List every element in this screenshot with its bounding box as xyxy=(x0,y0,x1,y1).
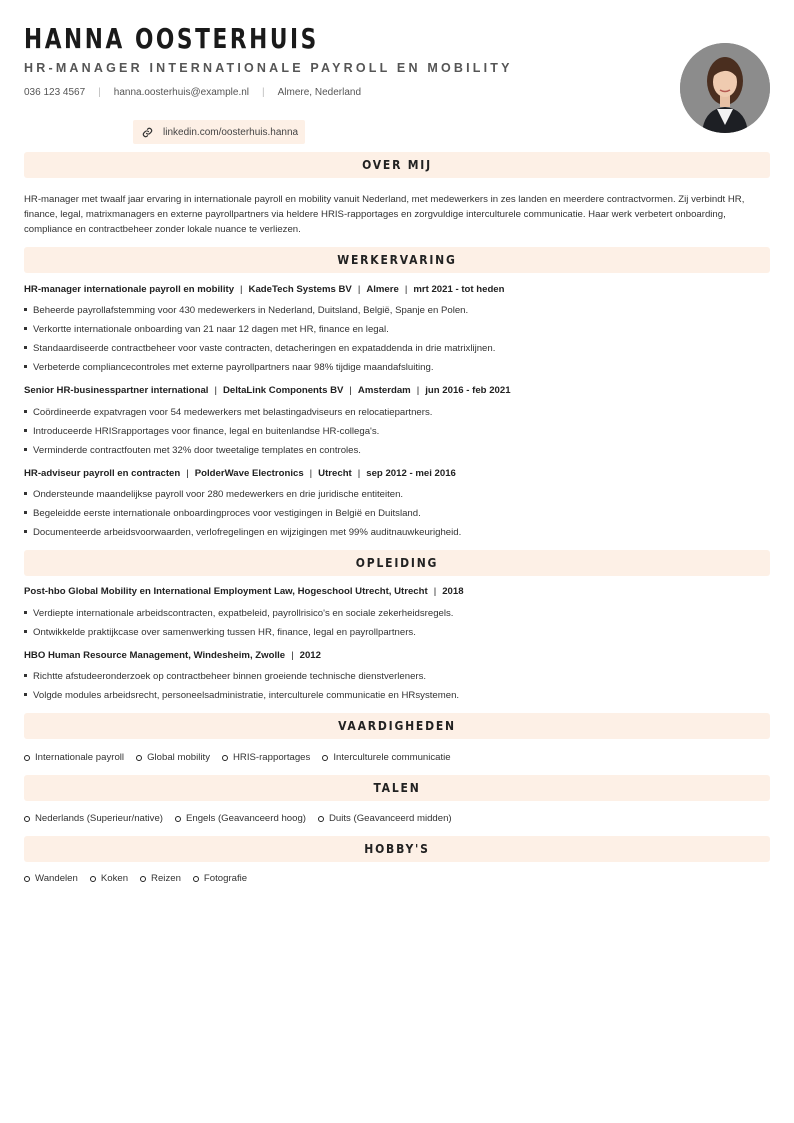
profile-photo xyxy=(680,43,770,133)
hobby-item: Koken xyxy=(90,873,128,884)
job-heading: HR-adviseur payroll en contracten | PolderWave Electronics | Utrecht | sep 2012 - mei 2016 xyxy=(24,468,456,479)
job-period: jun 2016 - feb 2021 xyxy=(425,385,511,396)
hobby-item: Wandelen xyxy=(24,873,78,884)
skills-list xyxy=(24,752,463,763)
section-title: OPLEIDING xyxy=(355,556,439,570)
linkedin-text: linkedin.com/oosterhuis.hanna xyxy=(163,126,299,138)
section-title: HOBBY'S xyxy=(364,842,430,856)
education-bullet: Ontwikkelde praktijkcase over samenwerking tussen HR, finance, legal en payrollpartners. xyxy=(24,627,416,638)
section-title: TALEN xyxy=(373,781,421,795)
section-title: OVER MIJ xyxy=(362,158,432,172)
languages-list xyxy=(24,813,464,824)
job-title: HR-adviseur payroll en contracten xyxy=(24,468,181,479)
job-bullet: Verbeterde compliancecontroles met externe payrollpartners naar 98% tijdige maandafsluiting. xyxy=(24,362,434,373)
language-item: Nederlands (Superieur/native) xyxy=(24,813,163,824)
job-title: HR-manager internationale payroll en mobility xyxy=(24,284,235,295)
education-year: 2018 xyxy=(442,586,464,597)
job-bullet: Standaardiseerde contractbeheer voor vaste contracten, detacheringen en expataddenda in drie matrixlijnen. xyxy=(24,343,495,354)
job-city: Almere xyxy=(366,284,399,295)
hobbies-list xyxy=(24,873,259,884)
language-item: Duits (Geavanceerd midden) xyxy=(318,813,452,824)
job-bullet: Coördineerde expatvragen voor 54 medewerkers met belastingadviseurs en relocatiepartners. xyxy=(24,407,432,418)
section-header-hobbies xyxy=(24,836,770,862)
section-title: WERKERVARING xyxy=(337,253,457,267)
candidate-role: HR-MANAGER INTERNATIONALE PAYROLL EN MOBILITY xyxy=(24,61,513,75)
job-period: mrt 2021 - tot heden xyxy=(413,284,505,295)
phone-text: 036 123 4567 xyxy=(24,87,86,98)
separator: | xyxy=(98,87,101,98)
skill-item: Internationale payroll xyxy=(24,752,124,763)
section-header-languages xyxy=(24,775,770,801)
language-item: Engels (Geavanceerd hoog) xyxy=(175,813,306,824)
job-company: PolderWave Electronics xyxy=(194,468,304,479)
job-company: KadeTech Systems BV xyxy=(248,284,352,295)
education-heading: Post-hbo Global Mobility en International Employment Law, Hogeschool Utrecht, Utrecht | 2018 xyxy=(24,586,464,597)
job-bullet: Beheerde payrollafstemming voor 430 medewerkers in Nederland, Duitsland, België, Spanje en Polen. xyxy=(24,305,468,316)
job-period: sep 2012 - mei 2016 xyxy=(366,468,456,479)
job-bullet: Introduceerde HRISrapportages voor finance, legal en buitenlandse HR-collega's. xyxy=(24,426,379,437)
education-bullet: Volgde modules arbeidsrecht, personeelsadministratie, interculturele communicatie en HRsystemen. xyxy=(24,690,459,701)
education-title: Post-hbo Global Mobility en International Employment Law, Hogeschool Utrecht, Utrecht xyxy=(24,586,428,597)
education-title: HBO Human Resource Management, Windesheim, Zwolle xyxy=(24,650,286,661)
link-icon xyxy=(142,127,153,138)
skill-item: Interculturele communicatie xyxy=(322,752,450,763)
education-heading: HBO Human Resource Management, Windesheim, Zwolle | 2012 xyxy=(24,650,321,661)
contact-line xyxy=(24,87,361,98)
candidate-name: HANNA OOSTERHUIS xyxy=(24,22,319,55)
job-bullet: Documenteerde arbeidsvoorwaarden, verlofregelingen en wijzigingen met 99% auditnauwkeurigheid. xyxy=(24,527,461,538)
job-bullet: Begeleidde eerste internationale onboardingproces voor vestigingen in België en Duitsland. xyxy=(24,508,421,519)
skill-item: Global mobility xyxy=(136,752,210,763)
education-bullet: Verdiepte internationale arbeidscontracten, expatbeleid, payrollrisico's en sociale zekerheidsregels. xyxy=(24,608,453,619)
job-bullet: Verminderde contractfouten met 32% door tweetalige templates en controles. xyxy=(24,445,361,456)
separator: | xyxy=(262,87,265,98)
job-city: Utrecht xyxy=(318,468,352,479)
hobby-item: Reizen xyxy=(140,873,181,884)
education-year: 2012 xyxy=(299,650,321,661)
linkedin-link[interactable] xyxy=(133,120,305,144)
education-bullet: Richtte afstudeeronderzoek op contractbeheer binnen groeiende technische dienstverleners. xyxy=(24,671,426,682)
section-header-about xyxy=(24,152,770,178)
location-text: Almere, Nederland xyxy=(277,87,361,98)
email-link[interactable]: hanna.oosterhuis@example.nl xyxy=(113,87,250,98)
job-bullet: Ondersteunde maandelijkse payroll voor 280 medewerkers en drie juridische entiteiten. xyxy=(24,489,403,500)
job-heading: HR-manager internationale payroll en mobility | KadeTech Systems BV | Almere | mrt 2021 - tot heden xyxy=(24,284,505,295)
job-heading: Senior HR-businesspartner international | DeltaLink Components BV | Amsterdam | jun 2016 - feb 2021 xyxy=(24,385,511,396)
job-bullet: Verkortte internationale onboarding van 21 naar 12 dagen met HR, finance en legal. xyxy=(24,324,389,335)
section-title: VAARDIGHEDEN xyxy=(338,719,456,733)
hobby-item: Fotografie xyxy=(193,873,247,884)
job-city: Amsterdam xyxy=(357,385,411,396)
section-header-skills xyxy=(24,713,770,739)
job-company: DeltaLink Components BV xyxy=(222,385,344,396)
section-header-experience xyxy=(24,247,770,273)
skill-item: HRIS-rapportages xyxy=(222,752,310,763)
summary-text: HR-manager met twaalf jaar ervaring in internationale payroll en mobility vanuit Nederland, met medewerkers in zes landen en meerdere contractvormen. Zij verbindt HR, finance, legal, matrixmanagers en externe payrollpartners via heldere HRIS-rapportages en zorgvuldige interculturele communicatie. Haar werk verbetert onboarding, compliance en contractbeheer zonder lokale nuance te verliezen. xyxy=(24,194,745,235)
job-title: Senior HR-businesspartner international xyxy=(24,385,209,396)
section-header-education xyxy=(24,550,770,576)
